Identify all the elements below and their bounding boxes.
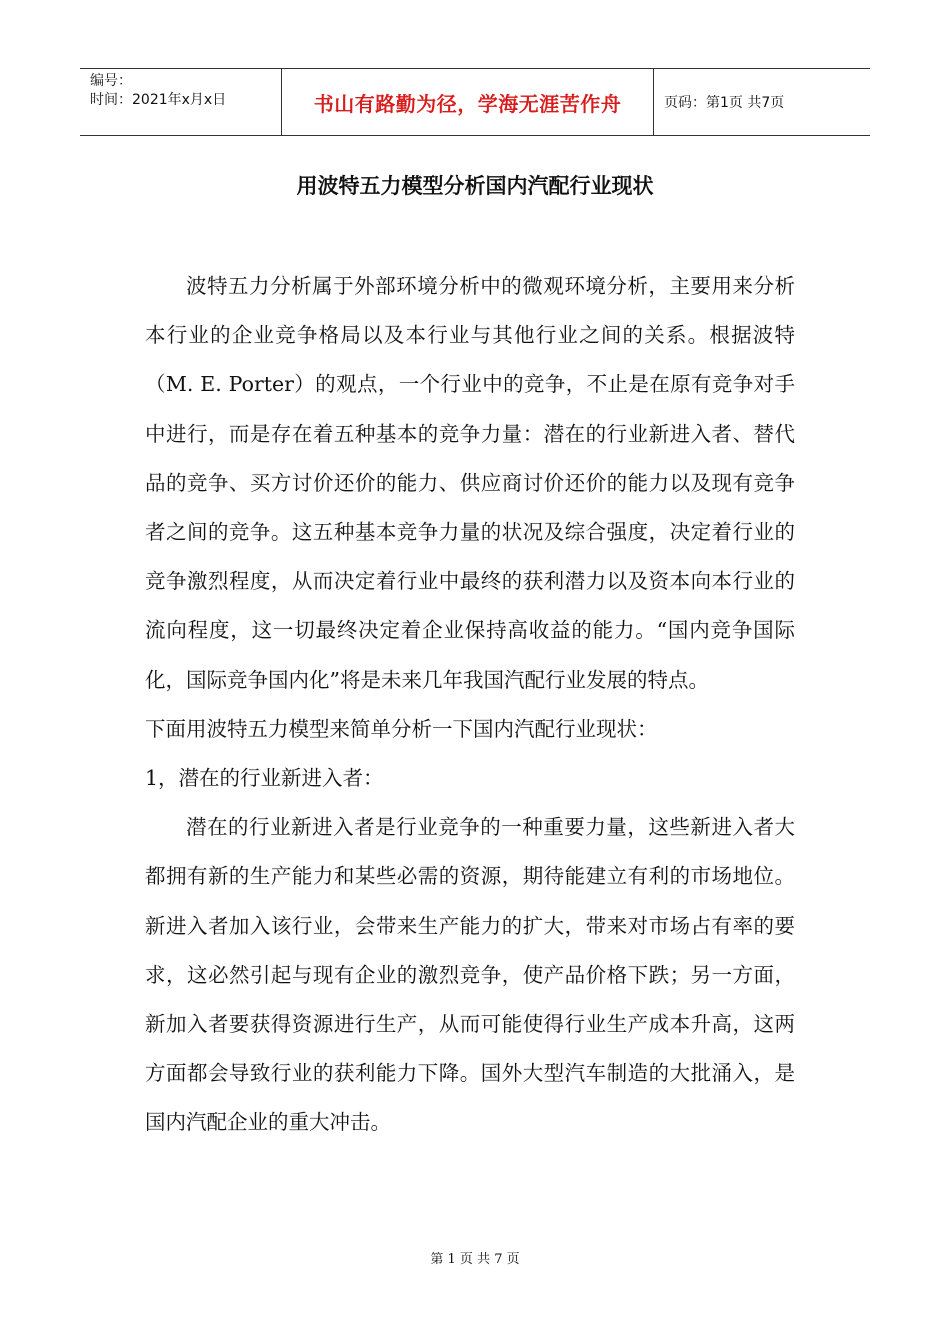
page-header	[80, 68, 870, 136]
header-page-cell	[654, 69, 870, 135]
document-body	[145, 262, 795, 1148]
header-meta-cell	[80, 69, 282, 135]
body-paragraph: 下面用波特五力模型来简单分析一下国内汽配行业现状：	[145, 716, 658, 741]
document-time-label: 时间：2021年x月x日	[90, 92, 227, 108]
page-footer: 第 1 页 共 7 页	[430, 1252, 520, 1267]
document-number-label: 编号：	[90, 73, 132, 89]
body-paragraph: 潜在的行业新进入者是行业竞争的一种重要力量，这些新进入者大都拥有新的生产能力和某些必需的资源，期待能建立有利的市场地位。新进入者加入该行业，会带来生产能力的扩大，带来对市场占有率的要求，这必然引起与现有企业的激烈竞争，使产品价格下跌；另一方面，新加入者要获得资源进行生产，从而可能使得行业生产成本升高，这两方面都会导致行业的获利能力下降。国外大型汽车制造的大批涌入，是国内汽配企业的重大冲击。	[145, 815, 795, 1135]
document-title: 用波特五力模型分析国内汽配行业现状	[296, 174, 654, 198]
section-heading: 1，潜在的行业新进入者：	[145, 766, 384, 791]
header-motto-cell	[282, 69, 654, 135]
header-motto: 书山有路勤为径，学海无涯苦作舟	[313, 91, 622, 116]
body-paragraph: 波特五力分析属于外部环境分析中的微观环境分析，主要用来分析本行业的企业竞争格局以及本行业与其他行业之间的关系。根据波特（M. E. Porter）的观点，一个行业中的竞争，不止是在原有竞争对手中进行，而是存在着五种基本的竞争力量：潜在的行业新进入者、替代品的竞争、买方讨价还价的能力、供应商讨价还价的能力以及现有竞争者之间的竞争。这五种基本竞争力量的状况及综合强度，决定着行业的竞争激烈程度，从而决定着行业中最终的获利潜力以及资本向本行业的流向程度，这一切最终决定着企业保持高收益的能力。“国内竞争国际化，国际竞争国内化”将是未来几年我国汽配行业发展的特点。	[145, 274, 795, 692]
header-page-info: 页码：第1页 共7页	[664, 95, 785, 111]
